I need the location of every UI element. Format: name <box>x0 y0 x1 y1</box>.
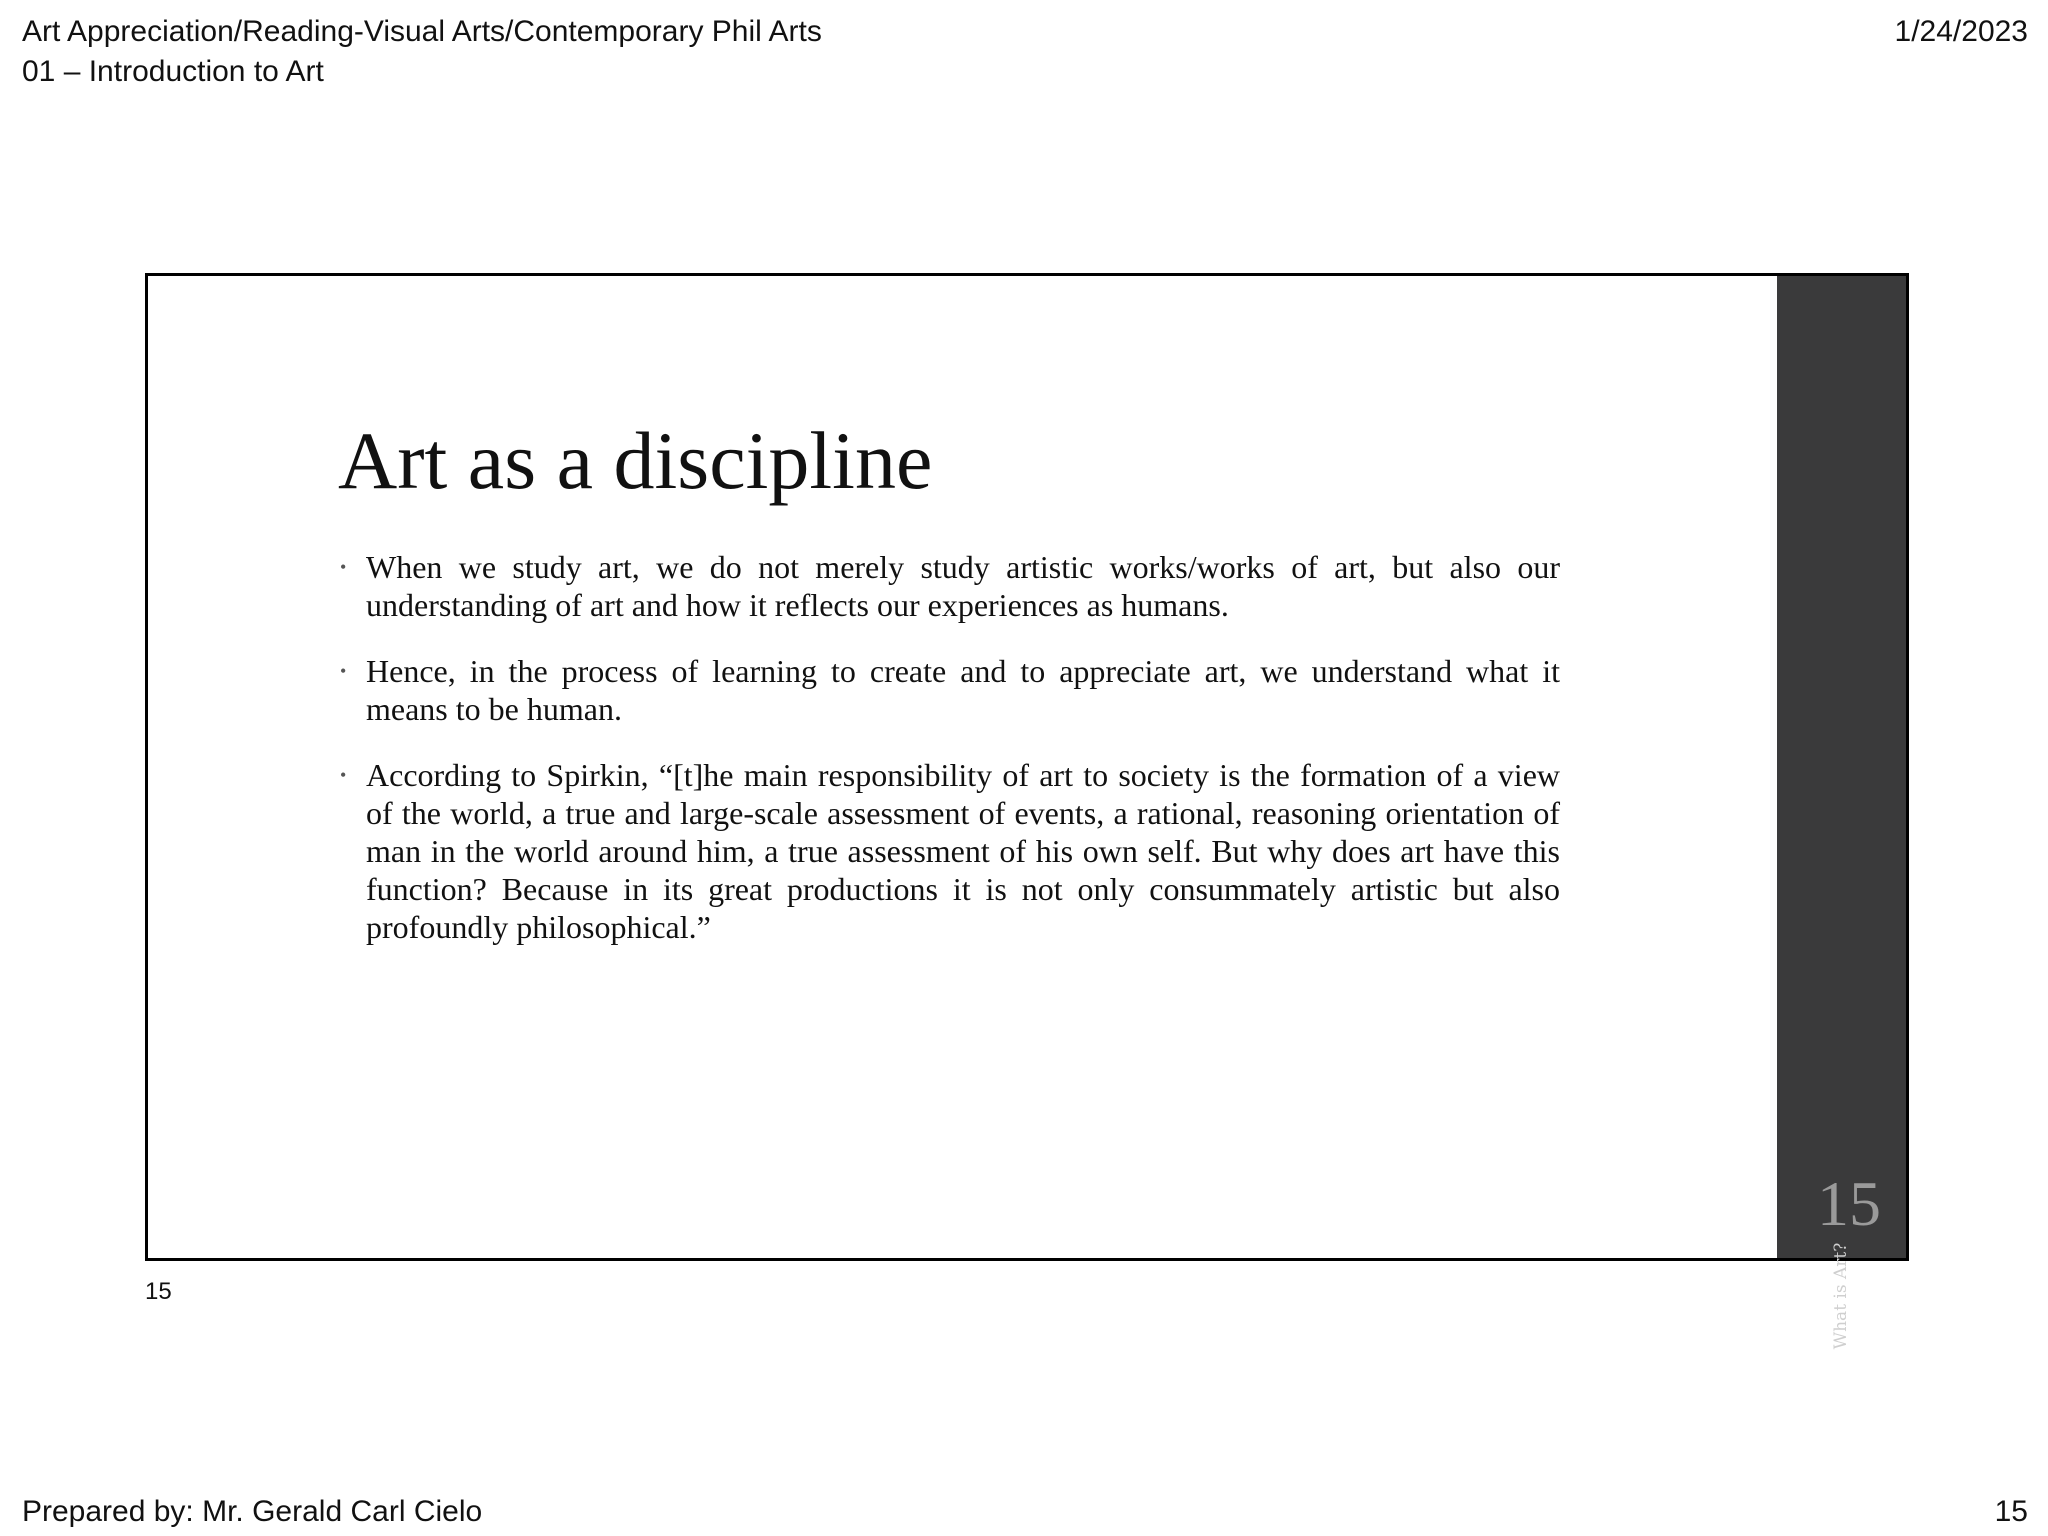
bullet-item <box>338 756 1560 946</box>
bullet-dot-icon: • <box>340 557 347 577</box>
slide-number: 15 <box>1817 1168 1881 1239</box>
bullet-item <box>338 652 1560 728</box>
bullet-list <box>338 548 1560 974</box>
bullet-dot-icon: • <box>340 661 347 681</box>
bullet-text: Hence, in the process of learning to create and to appreciate art, we understand what it means to be human. <box>366 653 1560 727</box>
bullet-dot-icon: • <box>340 765 347 785</box>
page-number: 15 <box>1994 1495 2028 1528</box>
bullet-text: When we study art, we do not merely study artistic works/works of art, but also our understanding of art and how it reflects our experiences as humans. <box>366 549 1560 623</box>
section-label: What is Art? <box>1831 1242 1851 1350</box>
prepared-by: Prepared by: Mr. Gerald Carl Cielo <box>22 1495 483 1528</box>
slide-frame <box>145 273 1909 1350</box>
course-title: Art Appreciation/Reading-Visual Arts/Contemporary Phil Arts <box>22 15 822 48</box>
topic-title: 01 – Introduction to Art <box>22 55 324 88</box>
date: 1/24/2023 <box>1894 15 2028 48</box>
slide-title: Art as a discipline <box>338 415 933 506</box>
bullet-item <box>338 548 1560 624</box>
slide-footer-number: 15 <box>145 1278 172 1305</box>
slide-sidebar <box>1777 276 1906 1350</box>
bullet-text: According to Spirkin, “[t]he main responsibility of art to society is the formation of a view of the world, a true and large-scale assessment of events, a rational, reasoning orientation of man in the world around him, a true assessment of his own self. But why does art have this function? Because in its great productions it is not only consummately artistic but also profoundly philosophical.” <box>366 757 1560 945</box>
